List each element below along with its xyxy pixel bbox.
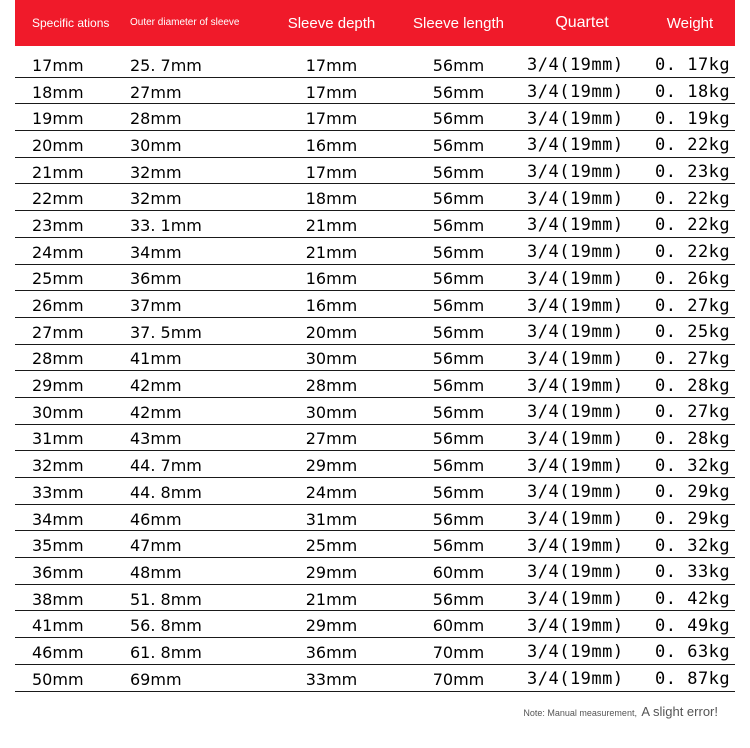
cell-spec: 38mm bbox=[32, 589, 84, 609]
cell-weight: 0. 27kg bbox=[655, 295, 731, 316]
cell-weight: 0. 28kg bbox=[655, 375, 731, 396]
cell-outer-diameter: 25. 7mm bbox=[130, 55, 202, 75]
cell-weight: 0. 27kg bbox=[655, 402, 731, 423]
cell-outer-diameter: 37mm bbox=[130, 296, 182, 316]
cell-weight: 0. 42kg bbox=[655, 589, 731, 610]
cell-sleeve-depth: 16mm bbox=[305, 269, 358, 289]
cell-weight: 0. 22kg bbox=[655, 215, 731, 236]
cell-sleeve-depth: 18mm bbox=[305, 189, 358, 209]
cell-sleeve-length: 56mm bbox=[432, 322, 485, 342]
cell-sleeve-length: 56mm bbox=[432, 55, 485, 75]
table-row bbox=[15, 371, 735, 398]
cell-weight: 0. 26kg bbox=[655, 268, 731, 289]
cell-weight: 0. 28kg bbox=[655, 428, 731, 449]
cell-quartet: 3/4(19mm) bbox=[527, 669, 624, 690]
table-row bbox=[15, 665, 735, 692]
table-row bbox=[15, 318, 735, 345]
cell-quartet: 3/4(19mm) bbox=[527, 188, 624, 209]
table-row bbox=[15, 505, 735, 532]
cell-sleeve-length: 56mm bbox=[432, 242, 485, 262]
cell-sleeve-depth: 25mm bbox=[305, 536, 358, 556]
cell-quartet: 3/4(19mm) bbox=[527, 348, 624, 369]
cell-quartet: 3/4(19mm) bbox=[527, 482, 624, 503]
cell-sleeve-depth: 28mm bbox=[305, 376, 358, 396]
cell-quartet: 3/4(19mm) bbox=[527, 162, 624, 183]
cell-sleeve-length: 70mm bbox=[432, 669, 485, 689]
cell-sleeve-depth: 29mm bbox=[305, 562, 358, 582]
cell-outer-diameter: 42mm bbox=[130, 402, 182, 422]
cell-sleeve-depth: 30mm bbox=[305, 349, 358, 369]
cell-outer-diameter: 30mm bbox=[130, 135, 182, 155]
header-sleeve-depth: Sleeve depth bbox=[287, 14, 376, 32]
cell-spec: 50mm bbox=[32, 669, 84, 689]
cell-sleeve-length: 56mm bbox=[432, 162, 485, 182]
cell-spec: 29mm bbox=[32, 376, 84, 396]
header-weight: Weight bbox=[666, 14, 714, 32]
cell-quartet: 3/4(19mm) bbox=[527, 615, 624, 636]
cell-outer-diameter: 43mm bbox=[130, 429, 182, 449]
spec-table bbox=[15, 0, 735, 692]
table-row bbox=[15, 345, 735, 372]
cell-quartet: 3/4(19mm) bbox=[527, 55, 624, 76]
cell-quartet: 3/4(19mm) bbox=[527, 455, 624, 476]
cell-sleeve-depth: 16mm bbox=[305, 296, 358, 316]
cell-spec: 28mm bbox=[32, 349, 84, 369]
cell-outer-diameter: 42mm bbox=[130, 376, 182, 396]
cell-weight: 0. 32kg bbox=[655, 535, 731, 556]
cell-spec: 21mm bbox=[32, 162, 84, 182]
cell-spec: 34mm bbox=[32, 509, 84, 529]
cell-sleeve-length: 56mm bbox=[432, 215, 485, 235]
cell-sleeve-depth: 27mm bbox=[305, 429, 358, 449]
cell-sleeve-length: 56mm bbox=[432, 189, 485, 209]
header-outer-diameter: Outer diameter of sleeve bbox=[130, 17, 240, 28]
cell-weight: 0. 23kg bbox=[655, 162, 731, 183]
cell-sleeve-length: 56mm bbox=[432, 135, 485, 155]
cell-sleeve-depth: 17mm bbox=[305, 55, 358, 75]
cell-sleeve-length: 56mm bbox=[432, 482, 485, 502]
cell-spec: 31mm bbox=[32, 429, 84, 449]
cell-outer-diameter: 32mm bbox=[130, 189, 182, 209]
cell-sleeve-length: 56mm bbox=[432, 589, 485, 609]
cell-weight: 0. 17kg bbox=[655, 55, 731, 76]
cell-weight: 0. 29kg bbox=[655, 482, 731, 503]
cell-weight: 0. 22kg bbox=[655, 135, 731, 156]
cell-spec: 33mm bbox=[32, 482, 84, 502]
cell-quartet: 3/4(19mm) bbox=[527, 402, 624, 423]
cell-outer-diameter: 69mm bbox=[130, 669, 182, 689]
table-row bbox=[15, 51, 735, 78]
cell-sleeve-length: 56mm bbox=[432, 509, 485, 529]
cell-outer-diameter: 37. 5mm bbox=[130, 322, 202, 342]
table-row bbox=[15, 238, 735, 265]
cell-weight: 0. 33kg bbox=[655, 562, 731, 583]
cell-outer-diameter: 27mm bbox=[130, 82, 182, 102]
cell-sleeve-depth: 21mm bbox=[305, 215, 358, 235]
cell-sleeve-depth: 17mm bbox=[305, 82, 358, 102]
cell-weight: 0. 32kg bbox=[655, 455, 731, 476]
cell-spec: 19mm bbox=[32, 109, 84, 129]
cell-outer-diameter: 44. 8mm bbox=[130, 482, 202, 502]
table-row bbox=[15, 291, 735, 318]
cell-spec: 18mm bbox=[32, 82, 84, 102]
cell-sleeve-length: 56mm bbox=[432, 402, 485, 422]
table-row bbox=[15, 158, 735, 185]
cell-sleeve-length: 60mm bbox=[432, 616, 485, 636]
cell-outer-diameter: 33. 1mm bbox=[130, 215, 202, 235]
table-row bbox=[15, 558, 735, 585]
cell-quartet: 3/4(19mm) bbox=[527, 215, 624, 236]
cell-spec: 17mm bbox=[32, 55, 84, 75]
cell-weight: 0. 18kg bbox=[655, 82, 731, 103]
cell-weight: 0. 22kg bbox=[655, 242, 731, 263]
cell-spec: 46mm bbox=[32, 642, 84, 662]
cell-outer-diameter: 48mm bbox=[130, 562, 182, 582]
table-row bbox=[15, 531, 735, 558]
cell-quartet: 3/4(19mm) bbox=[527, 428, 624, 449]
cell-sleeve-length: 56mm bbox=[432, 82, 485, 102]
cell-weight: 0. 49kg bbox=[655, 615, 731, 636]
cell-weight: 0. 87kg bbox=[655, 669, 731, 690]
cell-quartet: 3/4(19mm) bbox=[527, 268, 624, 289]
cell-sleeve-length: 56mm bbox=[432, 109, 485, 129]
table-row bbox=[15, 184, 735, 211]
cell-sleeve-length: 70mm bbox=[432, 642, 485, 662]
cell-sleeve-depth: 17mm bbox=[305, 162, 358, 182]
cell-outer-diameter: 28mm bbox=[130, 109, 182, 129]
cell-sleeve-depth: 29mm bbox=[305, 456, 358, 476]
table-header bbox=[15, 0, 735, 46]
header-specifications: Specific ations bbox=[32, 16, 110, 30]
cell-spec: 41mm bbox=[32, 616, 84, 636]
table-body bbox=[15, 51, 735, 692]
cell-sleeve-depth: 30mm bbox=[305, 402, 358, 422]
cell-sleeve-depth: 21mm bbox=[305, 242, 358, 262]
footnote-prefix: Note: Manual measurement, bbox=[523, 708, 637, 718]
cell-spec: 20mm bbox=[32, 135, 84, 155]
cell-spec: 24mm bbox=[32, 242, 84, 262]
table-row bbox=[15, 425, 735, 452]
cell-outer-diameter: 46mm bbox=[130, 509, 182, 529]
footnote-emphasis: A slight error! bbox=[641, 704, 718, 719]
cell-quartet: 3/4(19mm) bbox=[527, 509, 624, 530]
cell-quartet: 3/4(19mm) bbox=[527, 589, 624, 610]
table-row bbox=[15, 211, 735, 238]
cell-sleeve-depth: 33mm bbox=[305, 669, 358, 689]
cell-outer-diameter: 47mm bbox=[130, 536, 182, 556]
header-sleeve-length: Sleeve length bbox=[413, 14, 504, 32]
table-row bbox=[15, 78, 735, 105]
table-row bbox=[15, 131, 735, 158]
cell-spec: 23mm bbox=[32, 215, 84, 235]
cell-sleeve-length: 56mm bbox=[432, 536, 485, 556]
table-row bbox=[15, 398, 735, 425]
cell-quartet: 3/4(19mm) bbox=[527, 295, 624, 316]
header-quartet: Quartet bbox=[555, 14, 609, 31]
table-row bbox=[15, 451, 735, 478]
table-row bbox=[15, 611, 735, 638]
cell-sleeve-depth: 29mm bbox=[305, 616, 358, 636]
cell-spec: 22mm bbox=[32, 189, 84, 209]
table-row bbox=[15, 478, 735, 505]
cell-weight: 0. 19kg bbox=[655, 108, 731, 129]
table-row bbox=[15, 265, 735, 292]
cell-spec: 26mm bbox=[32, 296, 84, 316]
cell-sleeve-depth: 24mm bbox=[305, 482, 358, 502]
cell-spec: 27mm bbox=[32, 322, 84, 342]
footnote bbox=[523, 703, 718, 721]
cell-outer-diameter: 51. 8mm bbox=[130, 589, 202, 609]
cell-sleeve-depth: 17mm bbox=[305, 109, 358, 129]
cell-weight: 0. 29kg bbox=[655, 509, 731, 530]
cell-sleeve-length: 56mm bbox=[432, 456, 485, 476]
table-row bbox=[15, 585, 735, 612]
cell-quartet: 3/4(19mm) bbox=[527, 108, 624, 129]
cell-sleeve-length: 60mm bbox=[432, 562, 485, 582]
cell-quartet: 3/4(19mm) bbox=[527, 322, 624, 343]
cell-spec: 30mm bbox=[32, 402, 84, 422]
cell-sleeve-length: 56mm bbox=[432, 429, 485, 449]
cell-outer-diameter: 61. 8mm bbox=[130, 642, 202, 662]
table-row bbox=[15, 104, 735, 131]
cell-quartet: 3/4(19mm) bbox=[527, 135, 624, 156]
cell-quartet: 3/4(19mm) bbox=[527, 375, 624, 396]
cell-sleeve-length: 56mm bbox=[432, 269, 485, 289]
cell-outer-diameter: 36mm bbox=[130, 269, 182, 289]
table-row bbox=[15, 638, 735, 665]
cell-sleeve-depth: 20mm bbox=[305, 322, 358, 342]
cell-outer-diameter: 32mm bbox=[130, 162, 182, 182]
cell-outer-diameter: 44. 7mm bbox=[130, 456, 202, 476]
cell-weight: 0. 27kg bbox=[655, 348, 731, 369]
cell-quartet: 3/4(19mm) bbox=[527, 242, 624, 263]
cell-outer-diameter: 34mm bbox=[130, 242, 182, 262]
cell-outer-diameter: 56. 8mm bbox=[130, 616, 202, 636]
cell-sleeve-depth: 21mm bbox=[305, 589, 358, 609]
cell-quartet: 3/4(19mm) bbox=[527, 535, 624, 556]
cell-weight: 0. 22kg bbox=[655, 188, 731, 209]
cell-weight: 0. 63kg bbox=[655, 642, 731, 663]
cell-sleeve-length: 56mm bbox=[432, 376, 485, 396]
cell-spec: 36mm bbox=[32, 562, 84, 582]
cell-spec: 35mm bbox=[32, 536, 84, 556]
cell-quartet: 3/4(19mm) bbox=[527, 82, 624, 103]
cell-sleeve-length: 56mm bbox=[432, 349, 485, 369]
cell-sleeve-depth: 31mm bbox=[305, 509, 358, 529]
cell-sleeve-length: 56mm bbox=[432, 296, 485, 316]
cell-weight: 0. 25kg bbox=[655, 322, 731, 343]
cell-sleeve-depth: 16mm bbox=[305, 135, 358, 155]
cell-sleeve-depth: 36mm bbox=[305, 642, 358, 662]
cell-quartet: 3/4(19mm) bbox=[527, 562, 624, 583]
cell-outer-diameter: 41mm bbox=[130, 349, 182, 369]
cell-spec: 32mm bbox=[32, 456, 84, 476]
cell-quartet: 3/4(19mm) bbox=[527, 642, 624, 663]
cell-spec: 25mm bbox=[32, 269, 84, 289]
